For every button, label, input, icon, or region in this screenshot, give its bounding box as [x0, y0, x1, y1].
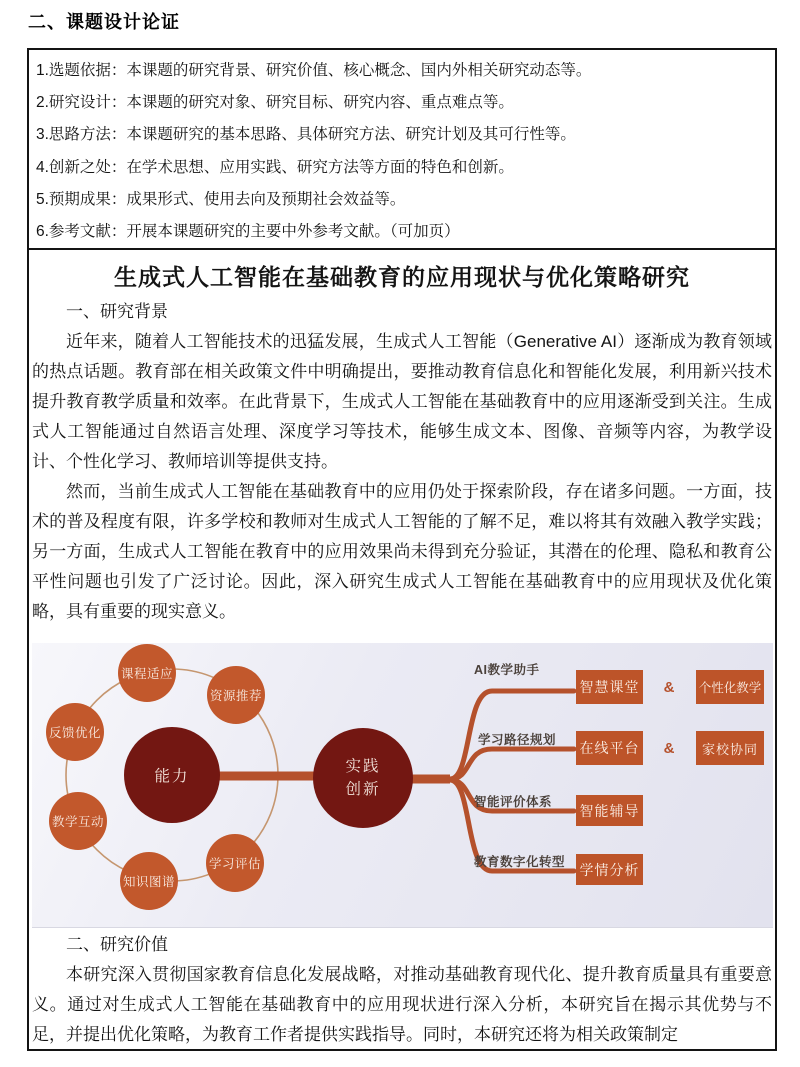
instruction-item: 5.预期成果：成果形式、使用去向及预期社会效益等。 — [36, 190, 406, 208]
orbit-node-feedback-optimization: 反馈优化 — [46, 703, 104, 761]
box-learning-analysis: 学情分析 — [576, 854, 643, 885]
orbit-node-knowledge-graph: 知识图谱 — [120, 852, 178, 910]
proposal-content — [29, 250, 775, 1051]
box-personalized-teaching: 个性化教学 — [696, 670, 764, 704]
instruction-item: 1.选题依据：本课题的研究背景、研究价值、核心概念、国内外相关研究动态等。 — [36, 62, 592, 79]
branch-curve-2 — [450, 749, 574, 779]
box-smart-classroom: 智慧课堂 — [576, 670, 643, 704]
section-heading-research-background: 一、研究背景 — [66, 302, 168, 321]
instruction-item: 2.研究设计：本课题的研究对象、研究目标、研究内容、重点难点等。 — [36, 94, 514, 112]
hub-capability-label: 能力 — [154, 768, 190, 785]
research-title: 生成式人工智能在基础教育的应用现状与优化策略研究 — [114, 264, 690, 290]
proposal-form-box — [27, 48, 777, 1051]
value-paragraph-1: 本研究深入贯彻国家教育信息化发展战略，对推动基础教育现代化、提升教育质量具有重要意义。通过对生成式人工智能在基础教育中的应用现状进行深入分析，本研究旨在揭示其优势与不足，并提出优化策略，为教育工作者提供实践指导。同时，本研究还将为相关政策制定 — [32, 965, 772, 1044]
ampersand-row1: & — [663, 679, 675, 696]
box-home-school-collaboration: 家校协同 — [696, 731, 764, 765]
orbit-node-course-adaptation: 课程适应 — [118, 644, 176, 702]
branch-label-ai-teaching-assistant: AI教学助手 — [474, 663, 540, 677]
instruction-item: 4.创新之处：在学术思想、应用实践、研究方法等方面的特色和创新。 — [36, 158, 514, 176]
hub-capability — [124, 727, 220, 823]
orbit-node-teaching-interaction: 教学互动 — [49, 792, 107, 850]
box-online-platform: 在线平台 — [576, 731, 643, 765]
orbit-node-resource-recommendation: 资源推荐 — [207, 666, 265, 724]
branch-label-learning-path-planning: 学习路径规划 — [478, 733, 557, 747]
branch-label-education-digital-transformation: 教育数字化转型 — [474, 855, 566, 869]
orbit-node-learning-assessment: 学习评估 — [206, 834, 264, 892]
instruction-item: 6.参考文献：开展本课题研究的主要中外参考文献。（可加页） — [36, 223, 460, 241]
background-paragraph-1: 近年来，随着人工智能技术的迅猛发展，生成式人工智能（Generative AI）逐渐成为教育领域的热点话题。教育部在相关政策文件中明确提出，要推动教育信息化和智能化发展，利用新兴技术提升教育教学质量和效率。在此背景下，生成式人工智能在基础教育中的应用逐渐受到关注。生成式人工智能通过自然语言处理、深度学习等技术，能够生成文本、图像、音频等内容，为教学设计、个性化学习、教师培训等提供支持。 — [32, 332, 772, 471]
hub-practice-innovation-label: 实践创新 — [345, 757, 381, 798]
section-header: 二、课题设计论证 — [28, 12, 180, 32]
instructions-box — [29, 50, 775, 250]
section-heading-research-value: 二、研究价值 — [66, 935, 168, 954]
background-paragraph-2: 然而，当前生成式人工智能在基础教育中的应用仍处于探索阶段，存在诸多问题。一方面，技术的普及程度有限，许多学校和教师对生成式人工智能的了解不足，难以将其有效融入教学实践；另一方面，生成式人工智能在教育中的应用效果尚未得到充分验证，其潜在的伦理、隐私和教育公平性问题也引发了广泛讨论。因此，深入研究生成式人工智能在基础教育中的应用现状及优化策略，具有重要的现实意义。 — [32, 482, 772, 621]
ampersand-row2: & — [663, 740, 675, 757]
instruction-item: 3.思路方法：本课题研究的基本思路、具体研究方法、研究计划及其可行性等。 — [36, 126, 576, 144]
concept-mindmap-diagram — [32, 643, 773, 928]
branch-label-intelligent-evaluation-system: 智能评价体系 — [474, 795, 553, 809]
hub-practice-innovation — [313, 728, 413, 828]
box-intelligent-tutoring: 智能辅导 — [576, 795, 643, 826]
